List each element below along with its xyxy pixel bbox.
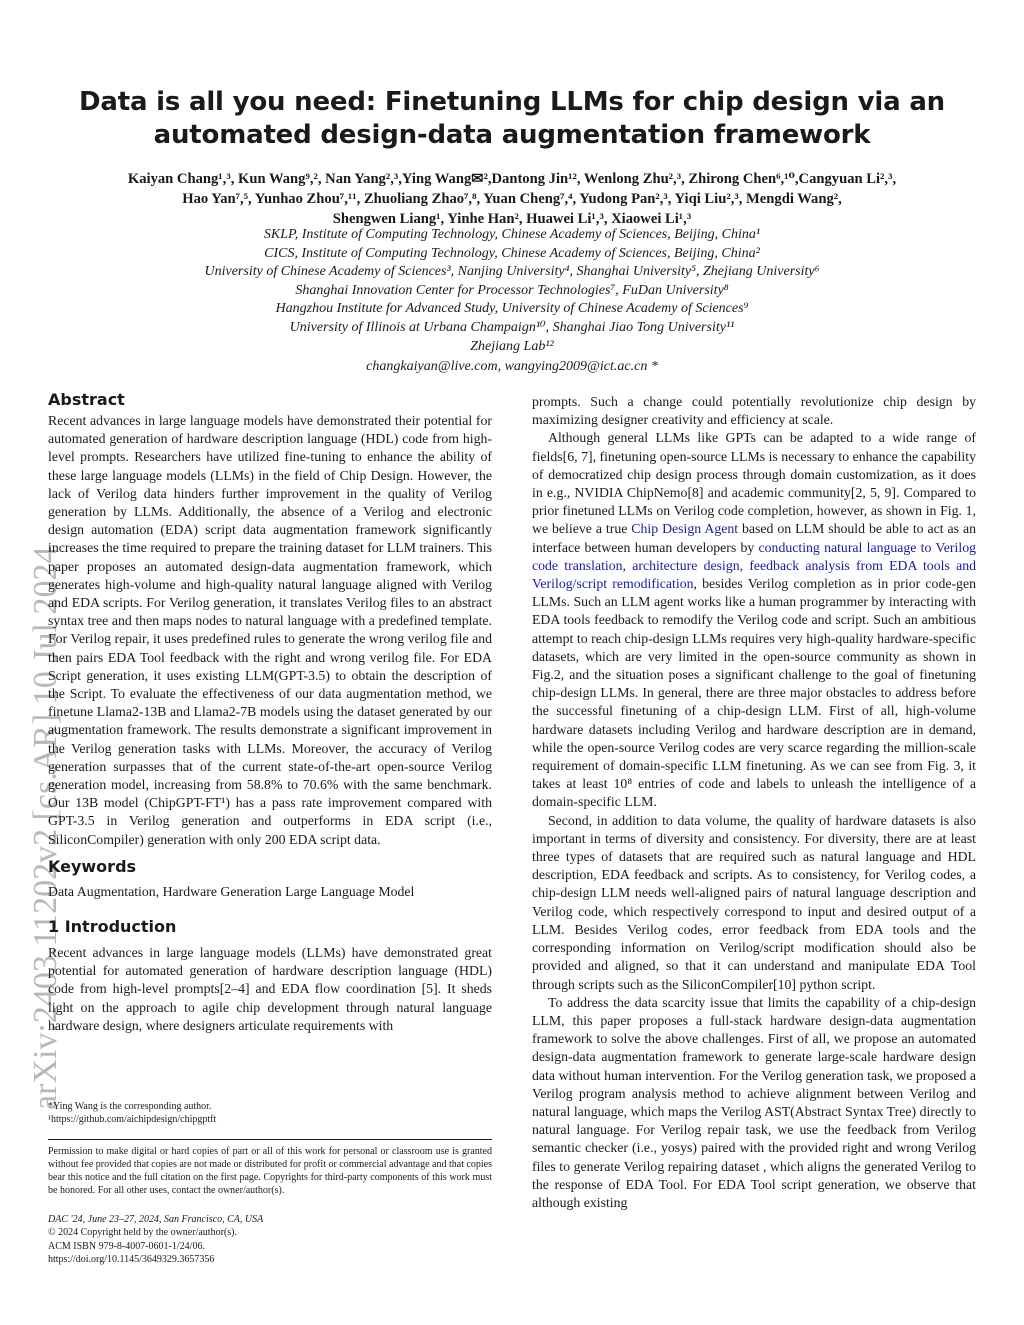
author-line: Kaiyan Chang¹,³, Kun Wang⁹,², Nan Yang²,³,Ying Wang✉²,Dantong Jin¹², Wenlong Zhu²,³, Zhirong Chen⁶,¹⁰,Cangyuan Li²,³, bbox=[127, 171, 897, 187]
author-line: Shengwen Liang¹, Yinhe Han², Huawei Li¹,³, Xiaowei Li¹,³ bbox=[332, 211, 692, 227]
affiliation-list bbox=[60, 226, 964, 356]
abstract-heading: Abstract bbox=[48, 390, 125, 409]
affiliation-line: University of Illinois at Urbana Champaign¹⁰, Shanghai Jiao Tong University¹¹ bbox=[289, 319, 735, 335]
author-list bbox=[60, 169, 964, 229]
section-heading-introduction: 1 Introduction bbox=[48, 917, 177, 937]
footnote-divider bbox=[48, 1139, 492, 1140]
intro-paragraph: Recent advances in large language models (LLMs) have demonstrated great potential for automated generation of hardware description language (HDL) code from high-level prompts[2–4] and EDA flow coordination [5]. It sheds light on the approach to agile chip development through natural language hardware design, where designers articulate requirements with bbox=[48, 945, 492, 1033]
keywords-heading: Keywords bbox=[48, 856, 137, 876]
left-column bbox=[48, 390, 492, 1035]
body-paragraph: Second, in addition to data volume, the quality of hardware datasets is also important in terms of diversity and consistency. For diversity, there are at least three types of datasets that are required such as natural language and HDL description, EDA feedback and scripts. As to consistency, for Verilog codes, a chip-design LLM needs well-aligned pairs of natural language description and Verilog code, which respectively correspond to input and desired output of a LLM. Besides Verilog codes, error feedback from EDA tools and the corresponding information on Verilog/script modification should also be provided and aligned, so that it can understand and manipulate EDA Tool through scripts such as the SiliconCompiler[10] python script. bbox=[532, 812, 976, 992]
agent-capabilities-link[interactable]: conducting natural language to Verilog code translation, architecture design, feedback analysis from EDA tools and Verilog/script remodification bbox=[532, 539, 976, 592]
affiliation-line: SKLP, Institute of Computing Technology, Chinese Academy of Sciences, Beijing, China¹ bbox=[263, 227, 761, 242]
paper-title: Data is all you need: Finetuning LLMs for chip design via an automated design-data augmentation framework bbox=[79, 87, 945, 150]
copyright-line: © 2024 Copyright held by the owner/author(s). bbox=[48, 1227, 237, 1239]
publication-info bbox=[48, 1213, 492, 1267]
abstract-text: Recent advances in large language models have demonstrated their potential for automated generation of hardware description language (HDL) code from high-level prompts. Researchers have utilized fine-tuning to enhance the ability of these large language models (LLMs) in the field of Chip Design. However, the lack of Verilog data hinders further improvement in the quality of Verilog generation by LLMs. Additionally, the absence of a Verilog and electronic design automation (EDA) script data augmentation framework significantly increases the time required to prepare the training dataset for LLM trainers. This paper proposes an automated design-data augmentation framework, which generates high-volume and high-quality natural language aligned with Verilog and EDA scripts. For Verilog generation, it translates Verilog files to an abstract syntax tree and then maps nodes to natural language with a predefined template. For Verilog repair, it uses predefined rules to generate the wrong verilog file and then pairs EDA Tool feedback with the right and wrong verilog file. For EDA Script generation, it uses existing LLM(GPT-3.5) to obtain the description of the Script. To evaluate the effectiveness of our data augmentation method, we finetune Llama2-13B and Llama2-7B models using the dataset generated by our augmentation framework. The results demonstrate a significant improvement in the Verilog generation tasks with LLMs. Moreover, the accuracy of Verilog generation surpasses that of the current state-of-the-art open-source Verilog generation model, increasing from 58.8% to 70.6% with the same benchmark. Our 13B model (ChipGPT-FT¹) has a pass rate improvement compared with GPT-3.5 in Verilog generation and outperforms in EDA script (i.e., SiliconCompiler) generation with only 200 EDA script data. bbox=[48, 413, 492, 847]
paragraph-text: , besides Verilog completion as in prior code-gen LLMs. Such an LLM agent works like a human programmer by interacting with EDA tools feedback to remodify the Verilog code and script. Such an ambitious attempt to reach chip-design LLMs requires very high-quality hardware-specific datasets, which are very limited in the open-source community as shown in Fig.2, and the situation poses a significant challenge to the goal of finetuning chip-design LLMs. In general, there are three major obstacles to address before the successful finetuning of a chip-design LLM. First of all, high-volume hardware datasets including Verilog and hardware description are in demand, while the open-source Verilog codes are very scarce regarding the million-scale requirement of domain-specific LLM finetuning. As we can see from Fig. 3, it takes at least 10⁸ entries of code and labels to unleash the intelligence of a domain-specific LLM. bbox=[532, 576, 976, 810]
conference-info: DAC '24, June 23–27, 2024, San Francisco, CA, USA bbox=[48, 1214, 264, 1225]
permission-notice: Permission to make digital or hard copies of part or all of this work for personal or classroom use is granted without fee provided that copies are not made or distributed for profit or commercial advantage and that copies bear this notice and the full citation on the first page. Copyrights for third-party components of this work must be honored. For all other uses, contact the owner/author(s). bbox=[48, 1146, 493, 1196]
arxiv-stamp: arXiv:2403.11202v2 [cs.AR] 10 Jul 2024 bbox=[27, 546, 64, 1110]
body-paragraph bbox=[532, 429, 976, 811]
affiliation-line: Zhejiang Lab¹² bbox=[470, 338, 554, 354]
footnotes bbox=[48, 1100, 492, 1126]
author-line: Hao Yan⁷,⁵, Yunhao Zhou⁷,¹¹, Zhuoliang Zhao⁷,⁸, Yuan Cheng⁷,⁴, Yudong Pan²,³, Yiqi Liu²,³, Mengdi Wang², bbox=[182, 191, 842, 207]
footnote-link: ¹https://github.com/aichipdesign/chipgptft bbox=[48, 1114, 217, 1125]
affiliation-line: Shanghai Innovation Center for Processor Technologies⁷, FuDan University⁸ bbox=[295, 282, 729, 298]
footnote-corresponding: *Ying Wang is the corresponding author. bbox=[48, 1101, 212, 1112]
paragraph-text: based on LLM should be able to act as an interface between human developers by bbox=[532, 521, 977, 555]
affiliation-line: University of Chinese Academy of Sciences³, Nanjing University⁴, Shanghai University⁵, Zhejiang University⁶ bbox=[204, 264, 820, 280]
doi-line: https://doi.org/10.1145/3649329.3657356 bbox=[48, 1254, 215, 1266]
keywords-text: Data Augmentation, Hardware Generation Large Language Model bbox=[48, 883, 415, 899]
paragraph-text: Although general LLMs like GPTs can be adapted to a wide range of fields[6, 7], finetuning open-source LLMs is necessary to enhance the capability of democratized chip design process through domain customization, as it does in e.g., NVIDIA ChipNemo[8] and academic community[2, 5, 9]. Compared to prior finetuned LLMs on Verilog code completion, however, as shown in Fig. 1, we believe a true bbox=[532, 430, 976, 537]
affiliation-line: CICS, Institute of Computing Technology, Chinese Academy of Sciences, Beijing, China² bbox=[264, 245, 760, 261]
author-emails: changkaiyan@live.com, wangying2009@ict.ac.cn * bbox=[366, 359, 658, 374]
body-paragraph: To address the data scarcity issue that limits the capability of a chip-design LLM, this paper proposes a full-stack hardware design-data augmentation framework to solve the above challenges. First of all, we propose an automated design-data augmentation framework to generate large-scale hardware design data without human intervention. For the Verilog generation task, we proposed a Verilog program analysis method to achieve alignment between Verilog and natural language, which maps the Verilog AST(Abstract Syntax Tree) directly to natural language. For Verilog repair task, we use the feedback from Verilog semantic checker (i.e., yosys) paired with the provided right and wrong Verilog files to generate Verilog repairing dataset , which aligns the generated Verilog to the response of EDA Tool. For EDA Tool script generation, we observe that although existing bbox=[532, 994, 976, 1210]
right-column bbox=[532, 393, 976, 1212]
isbn-line: ACM ISBN 979-8-4007-0601-1/24/06. bbox=[48, 1240, 205, 1252]
body-paragraph: prompts. Such a change could potentially revolutionize chip design by maximizing designer creativity and efficiency at scale. bbox=[532, 394, 976, 428]
chip-design-agent-link[interactable]: Chip Design Agent bbox=[631, 521, 739, 537]
affiliation-line: Hangzhou Institute for Advanced Study, University of Chinese Academy of Sciences⁹ bbox=[275, 301, 749, 317]
